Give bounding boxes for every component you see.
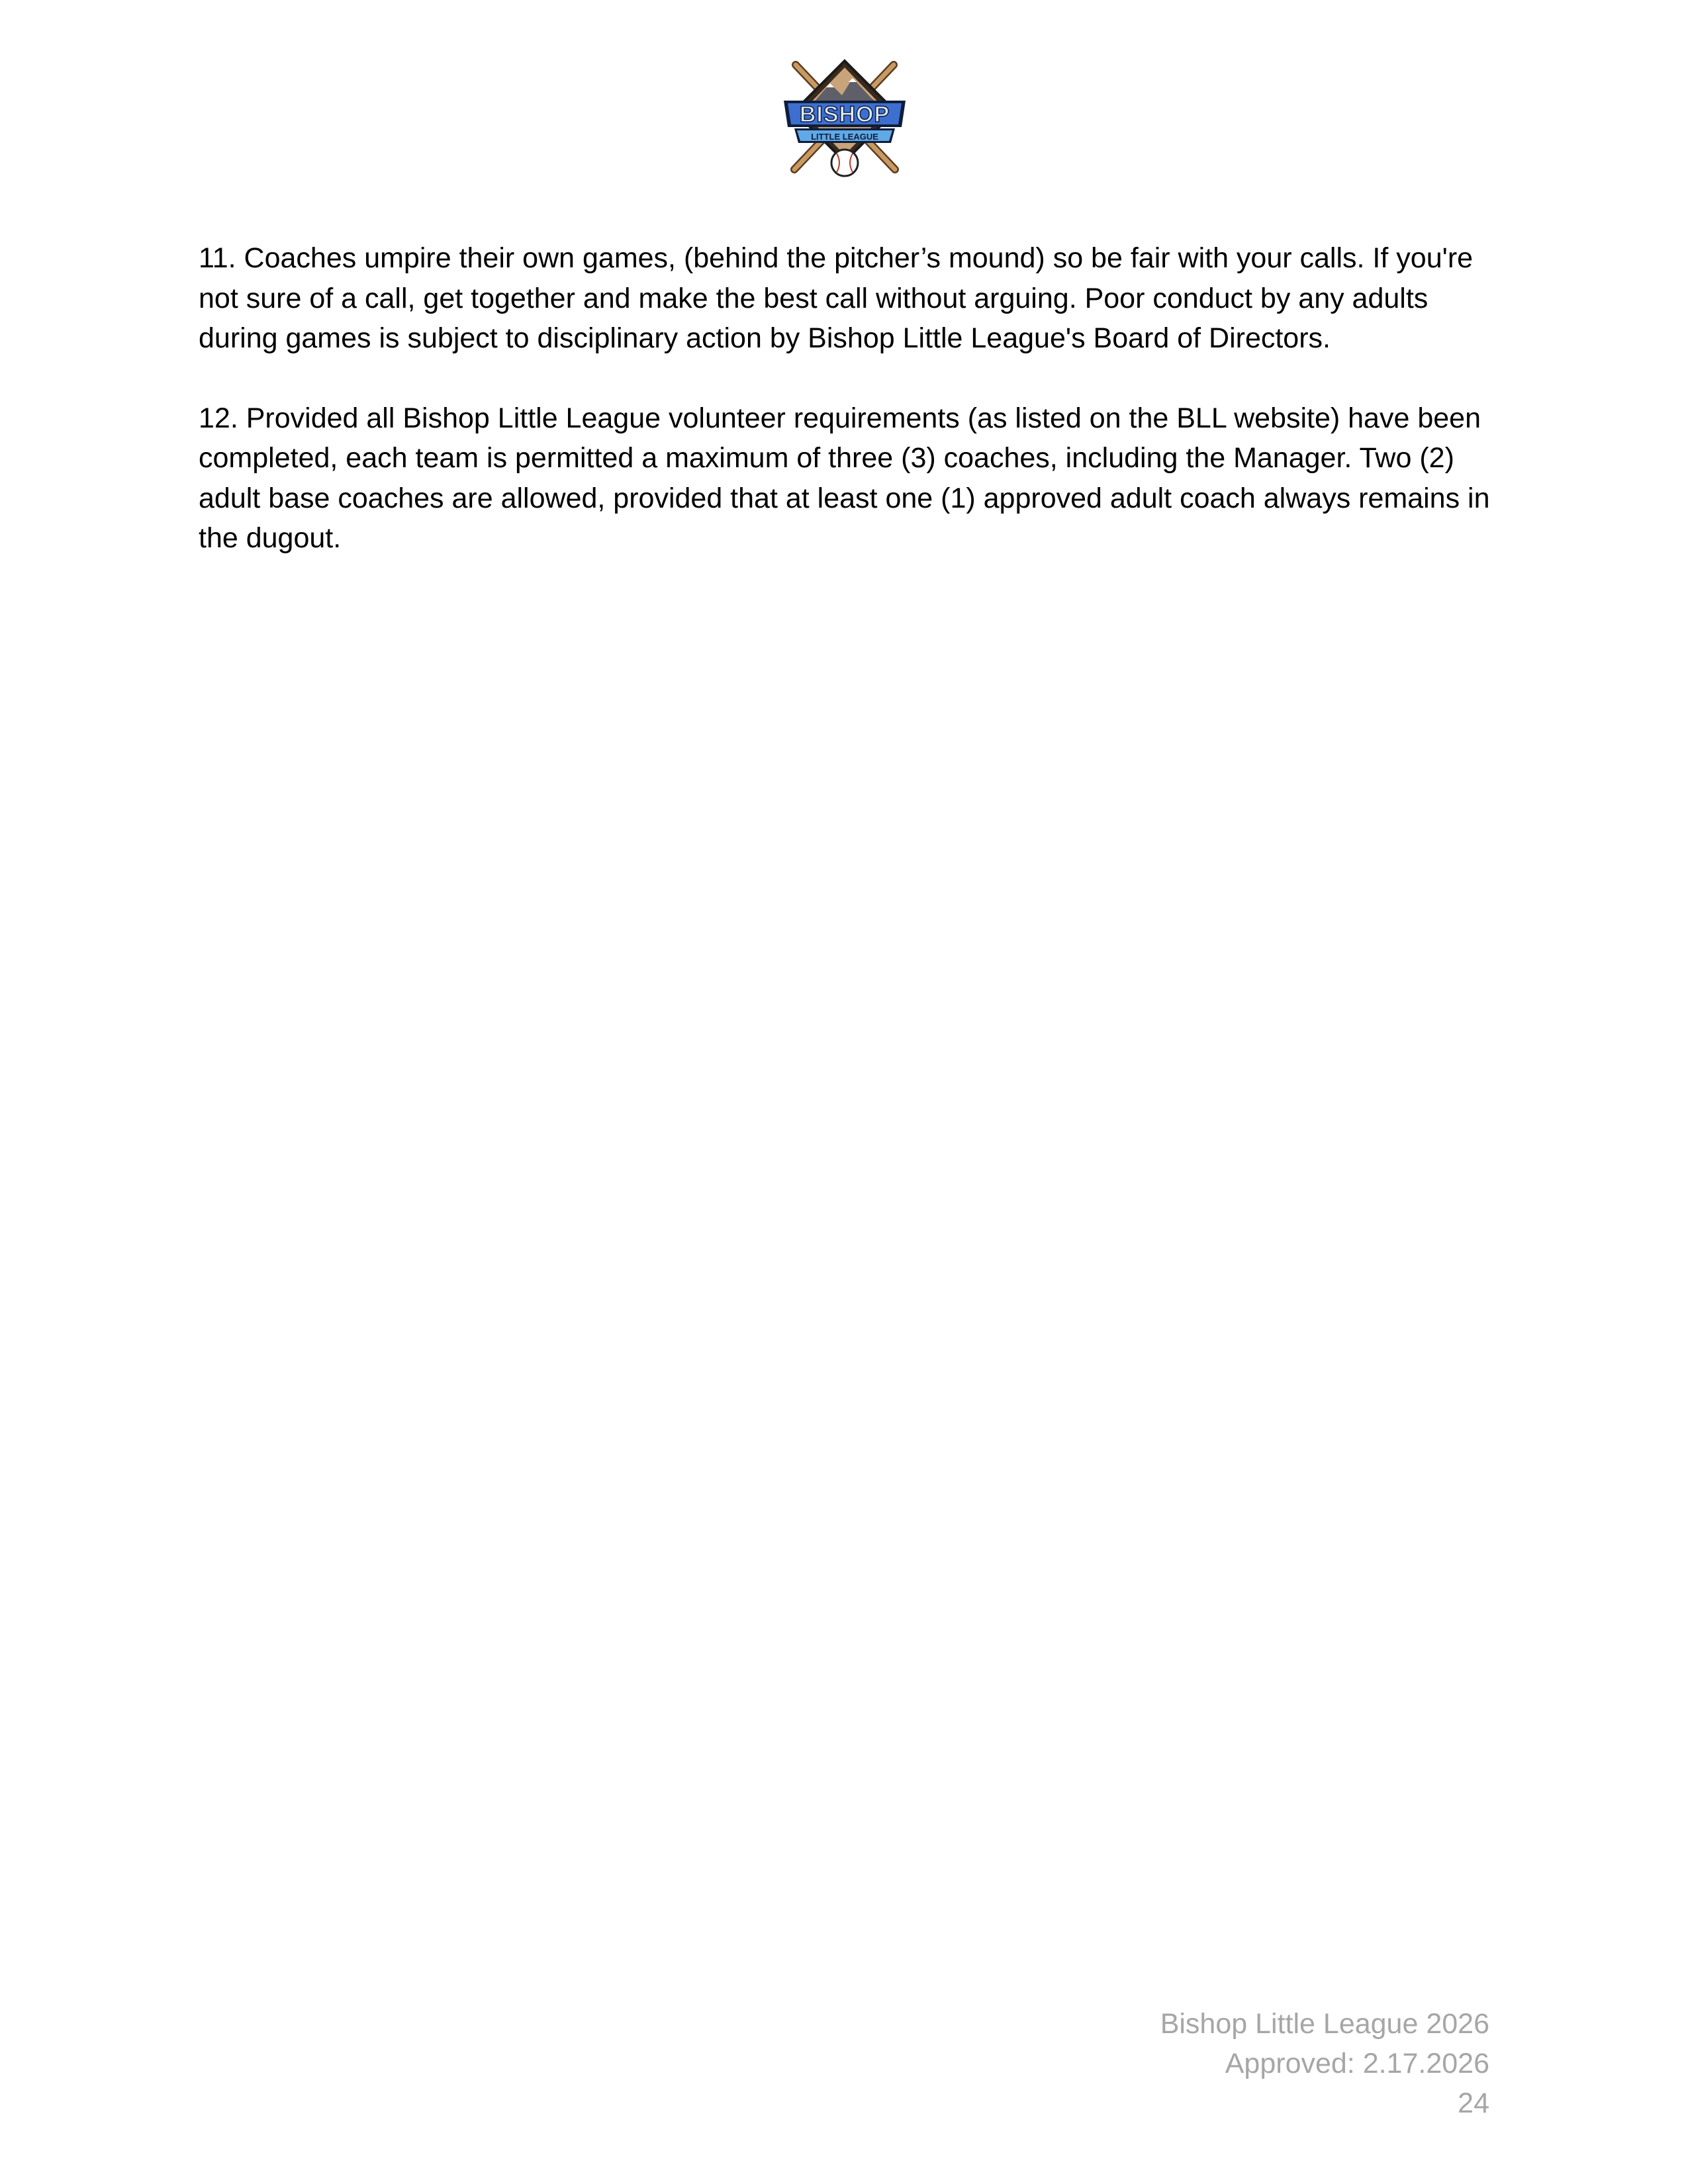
logo-subtitle: LITTLE LEAGUE	[811, 132, 878, 142]
rule-paragraph-12: 12. Provided all Bishop Little League volunteer requirements (as listed on the BLL website) have been completed, each team is permitted a maximum of three (3) coaches, including the Manager. Two (2) adult base coaches are allowed, provided that at least one (1) approved adult coach always remains in the dugout.	[199, 402, 1490, 554]
document-body	[199, 238, 1496, 598]
footer-org-line: Bishop Little League 2026	[1160, 2008, 1489, 2040]
page-footer	[1160, 2004, 1489, 2123]
logo-wordmark: BISHOP	[799, 102, 890, 127]
page-number: 24	[1458, 2087, 1489, 2119]
bishop-little-league-logo	[778, 57, 911, 180]
footer-approved-line: Approved: 2.17.2026	[1225, 2048, 1489, 2079]
rule-paragraph-11: 11. Coaches umpire their own games, (behind the pitcher’s mound) so be fair with your calls. If you're not sure of a call, get together and make the best call without arguing. Poor conduct by any adults during games is subject to disciplinary action by Bishop Little League's Board of Directors.	[199, 242, 1474, 354]
